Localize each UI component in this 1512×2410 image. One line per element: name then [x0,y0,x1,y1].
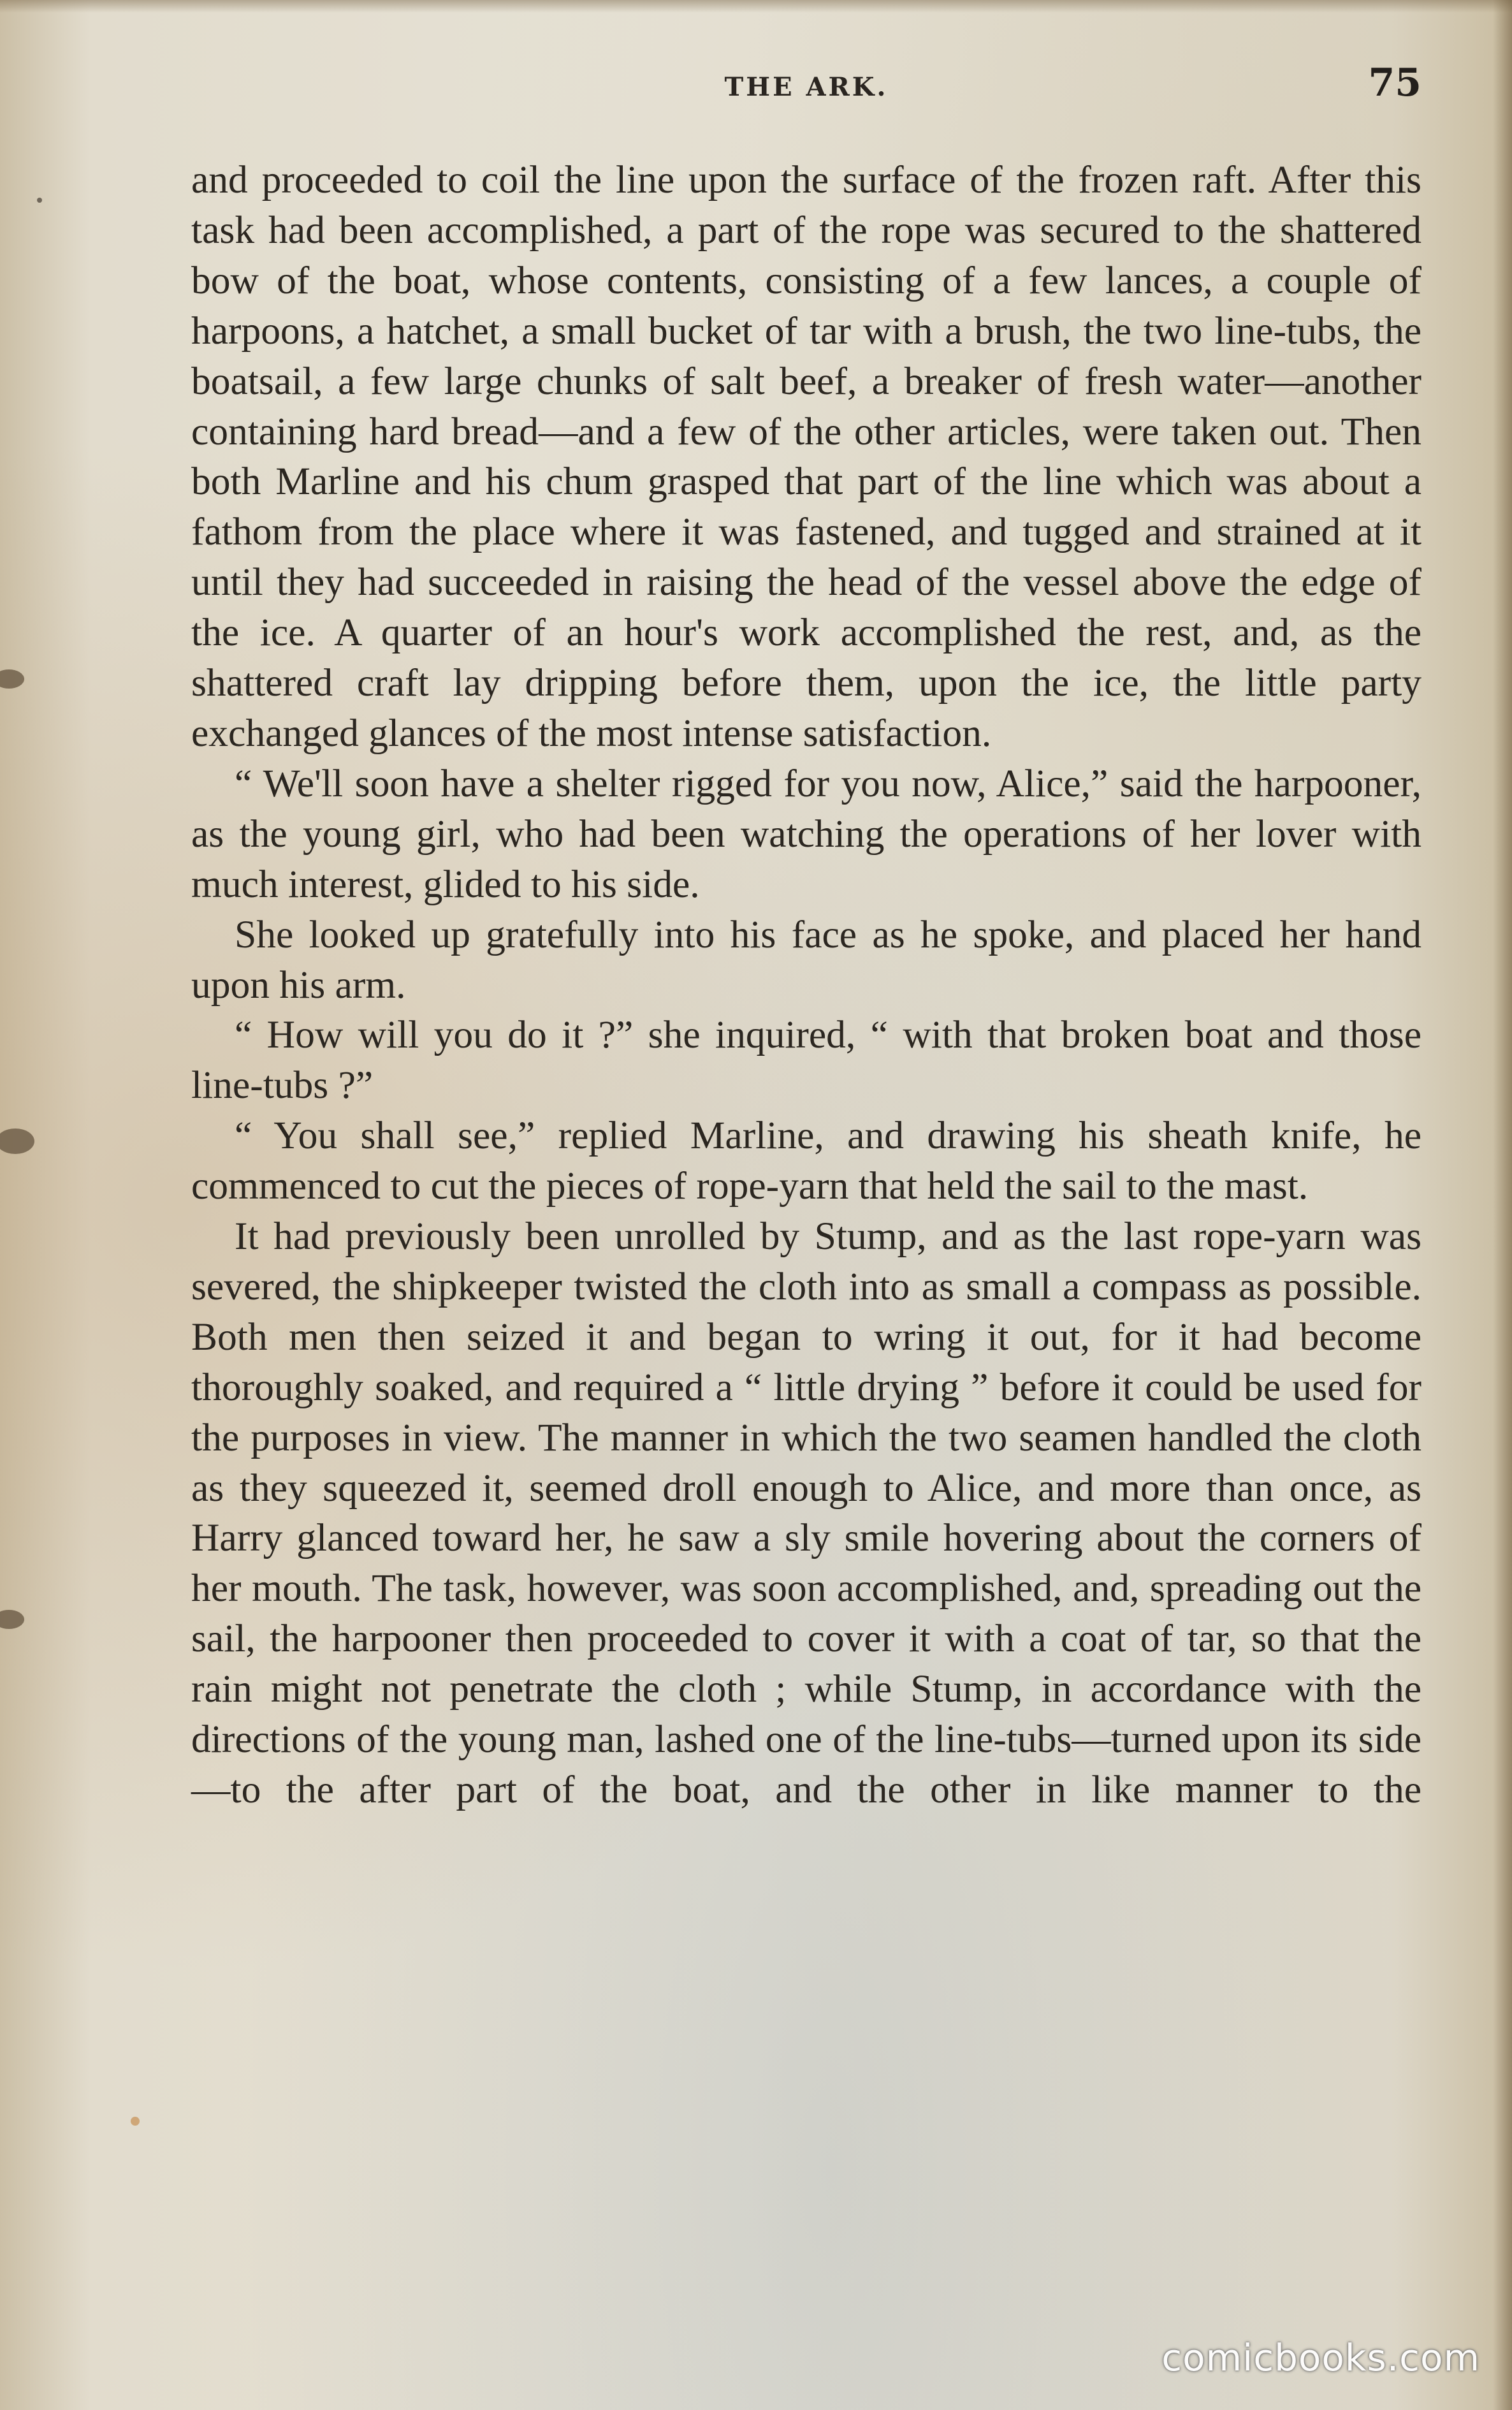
paper-stain [37,198,42,203]
paragraph: and proceeded to coil the line upon the surface of the frozen raft. After this task had been accomplished, a part of the rope was secured to the shattered bow of the boat, whose contents, consisting of a few lances, a couple of harpoons, a hatchet, a small bucket of tar with a brush, the two line-tubs, the boatsail, a few large chunks of salt beef, a breaker of fresh water—another containing hard bread—and a few of the other articles, were taken out. Then both Marline and his chum grasped that part of the line which was about a fathom from the place where it was fastened, and tugged and strained at it until they had succeeded in raising the head of the vessel above the edge of the ice. A quarter of an hour's work accomplished the rest, and, as the shattered craft lay dripping before them, upon the ice, the little party exchanged glances of the most intense satisfaction. [191,158,1421,755]
page-right-edge [1493,0,1512,2410]
binding-hole [0,1610,24,1629]
binding-hole [0,1128,34,1154]
paragraph: “ You shall see,” replied Marline, and drawing his sheath knife, he commenced to cut the pieces of rope-yarn that held the sail to the mast. [191,1114,1421,1208]
paper-stain [131,2117,140,2126]
binding-hole [0,669,24,689]
page-header [191,61,1421,118]
paragraph: “ How will you do it ?” she inquired, “ with that broken boat and those line-tubs ?” [191,1013,1421,1107]
page-number: 75 [1368,61,1421,105]
watermark: comicbooks.com [1161,2336,1480,2379]
paragraph: “ We'll soon have a shelter rigged for you now, Alice,” said the harpooner, as the young girl, who had been watching the operations of her lover with much interest, glided to his side. [191,761,1421,906]
paragraph: It had previously been unrolled by Stump, and as the last rope-yarn was severed, the shipkeeper twisted the cloth into as small a compass as possible. Both men then seized it and began to wring it out, for it had become thoroughly soaked, and required a “ little drying ” before it could be used for the purposes in view. The manner in which the two seamen handled the cloth as they squeezed it, seemed droll enough to Alice, and more than once, as Harry glanced toward her, he saw a sly smile hovering about the corners of her mouth. The task, however, was soon accomplished, and, spreading out the sail, the harpooner then proceeded to cover it with a coat of tar, so that the rain might not penetrate the cloth ; while Stump, in accordance with the directions of the young man, lashed one of the line-tubs—turned upon its side—to the after part of the boat, and the other in like manner to the [191,1215,1421,1811]
body-text [191,155,1421,1815]
page-top-shadow [0,0,1512,13]
running-head: THE ARK. [724,72,889,102]
paragraph: She looked up gratefully into his face as he spoke, and placed her hand upon his arm. [191,912,1421,1007]
